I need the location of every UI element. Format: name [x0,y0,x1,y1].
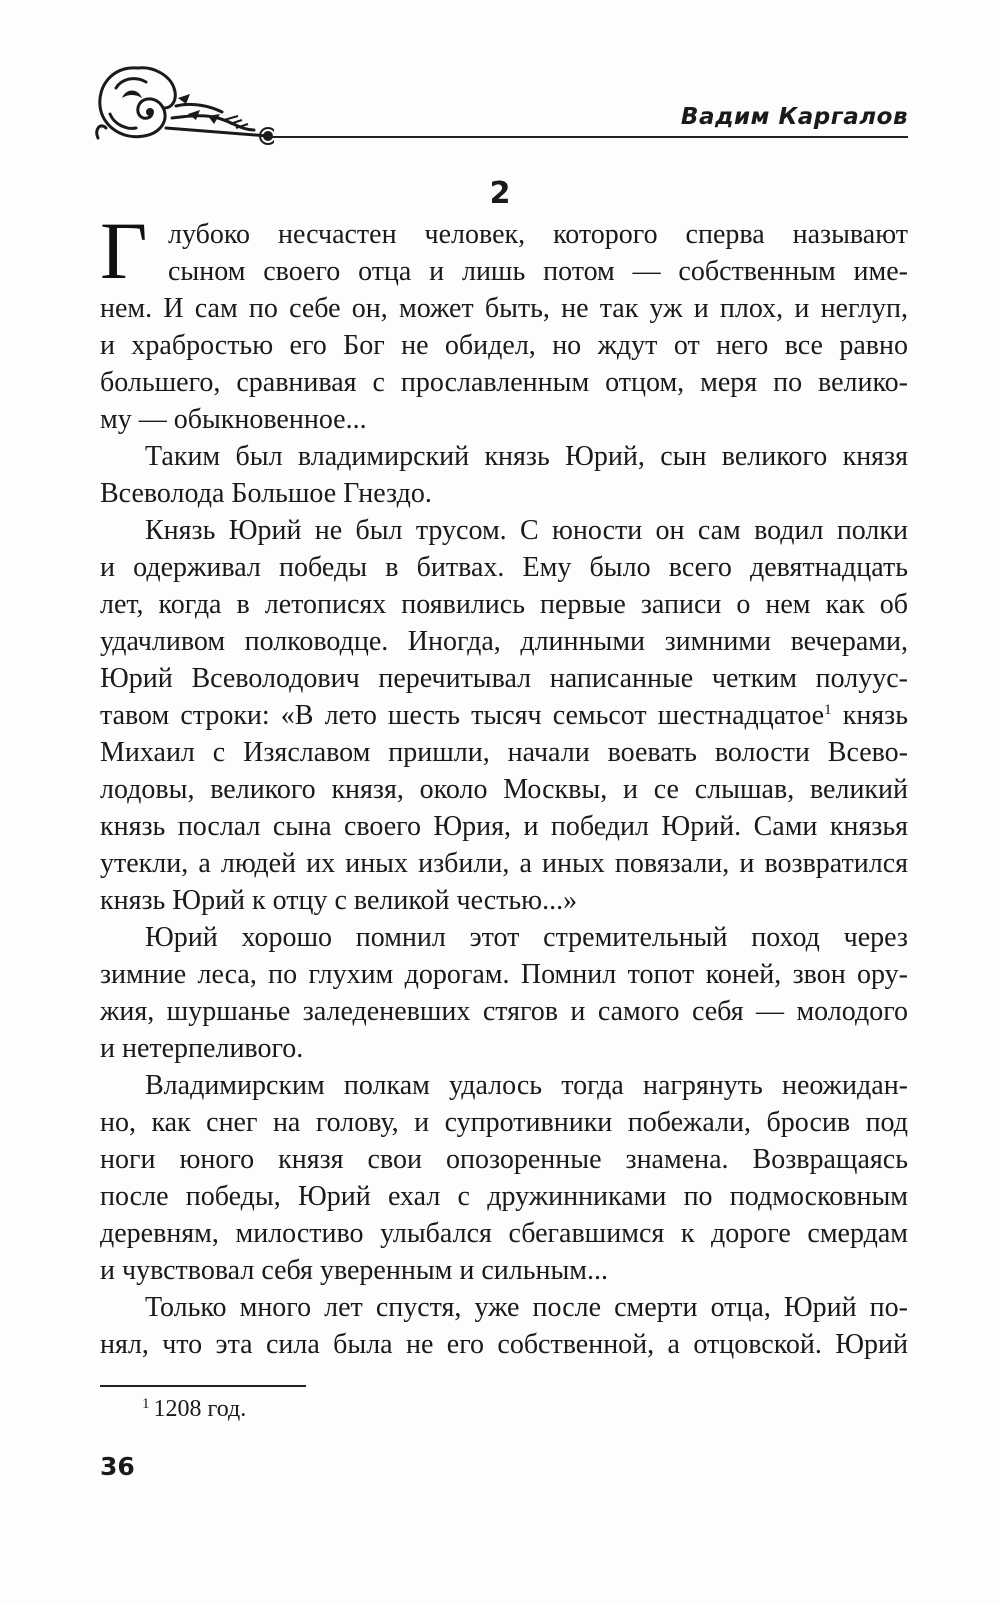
text-line: князь послал сына своего Юрия, и победил Юрий. Сами князья [100,811,908,842]
text-line: Только много лет спустя, уже после смерти отца, Юрий по- [145,1292,908,1323]
text-line: и чувствовал себя уверенным и сильным... [100,1255,609,1286]
footnote-text: 1208 год. [153,1396,247,1422]
text-line: Владимирским полкам удалось тогда нагрянуть неожидан- [145,1070,908,1101]
chapter-number: 2 [489,176,511,211]
text-line: деревням, милостиво улыбался сбегавшимся к дороге смердам [100,1218,908,1249]
text-line: Всеволода Большое Гнездо. [100,478,432,509]
body-text [100,205,909,1363]
text-line: большего, сравнивая с прославленным отцом, меря по велико- [100,367,908,398]
drop-cap: Г [100,205,148,296]
text-line: и нетерпеливого. [100,1033,304,1064]
text-line: лет, когда в летописях появились первые записи о нем как об [100,589,908,620]
text-line: Князь Юрий не был трусом. С юности он сам водил полки [145,515,908,546]
text-line: Юрий Всеволодович перечитывал написанные четким полуус- [100,663,908,694]
text-fragment: тавом строки: «В лето шесть тысяч семьсот шестнадцатое [100,700,825,731]
text-line: зимние леса, по глухим дорогам. Помнил топот коней, звон ору- [100,959,908,990]
text-line: ноги юного князя свои опозоренные знамена. Возвращаясь [100,1144,908,1175]
text-line: утекли, а людей их иных избили, а иных повязали, и возвратился [100,848,908,879]
text-line: после победы, Юрий ехал с дружинниками по подмосковным [100,1181,908,1212]
text-line: и храбростью его Бог не обидел, но ждут от него все равно [100,330,908,361]
text-line: князь Юрий к отцу с великой честью...» [100,885,578,916]
footnote [142,1396,246,1423]
text-line: жия, шуршанье заледеневших стягов и самого себя — молодого [100,996,908,1027]
text-line: Таким был владимирский князь Юрий, сын великого князя [145,441,908,472]
page-number: 36 [100,1452,135,1481]
header-rule [268,136,908,138]
footnote-marker: 1 [142,1396,150,1412]
text-line: лодовы, великого князя, около Москвы, и се слышав, великий [100,774,908,805]
text-line-with-footnote [100,697,908,734]
text-fragment: князь [842,700,909,731]
text-line: и одерживал победы в битвах. Ему было всего девятнадцать [100,552,908,583]
text-line: лубоко несчастен человек, которого сперва называют [168,219,908,250]
text-line: Юрий хорошо помнил этот стремительный поход через [145,922,908,953]
text-line: удачливом полководце. Иногда, длинными зимними вечерами, [100,626,908,657]
text-line: сыном своего отца и лишь потом — собственным име- [168,256,908,287]
scroll-ornament-icon [92,58,274,148]
footnote-reference: 1 [824,702,832,718]
footnote-rule [100,1385,306,1387]
text-line: му — обыкновенное... [100,404,367,435]
text-line: нем. И сам по себе он, может быть, не так уж и плох, и неглуп, [100,293,908,324]
text-line: но, как снег на голову, и супротивники побежали, бросив под [100,1107,908,1138]
text-line: Михаил с Изяславом пришли, начали воевать волости Всево- [100,737,908,768]
running-head: Вадим Каргалов [680,104,908,130]
text-line: нял, что эта сила была не его собственной, а отцовской. Юрий [100,1329,908,1360]
